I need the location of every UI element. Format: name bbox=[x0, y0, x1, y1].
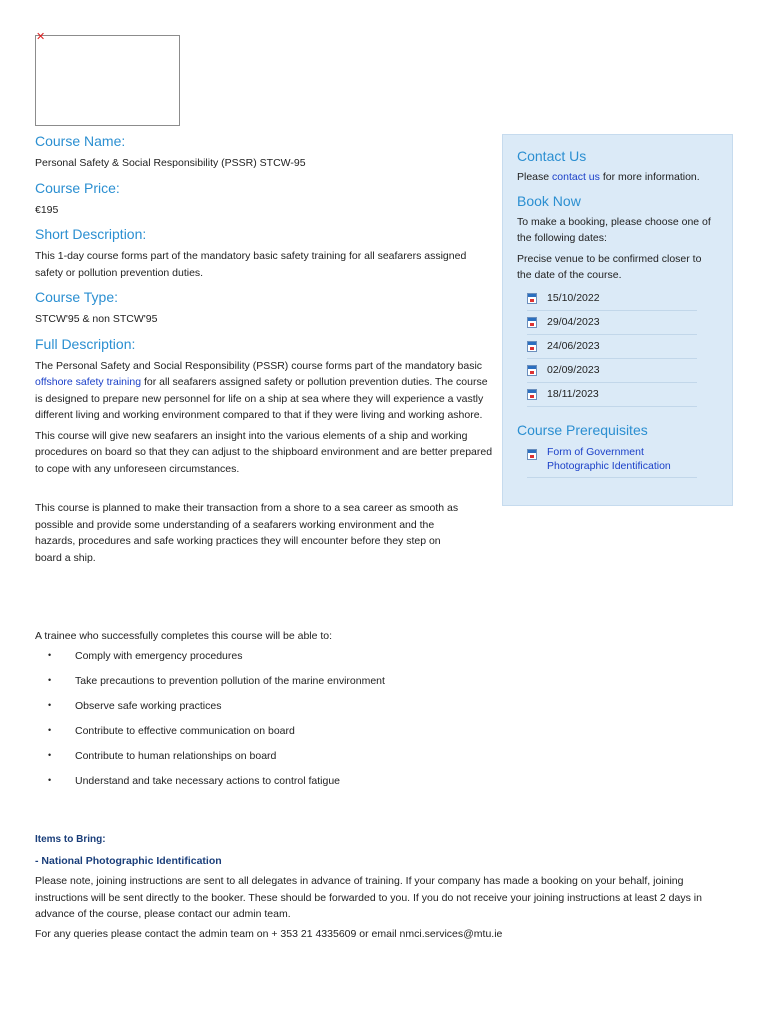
calendar-icon bbox=[527, 317, 537, 328]
course-price-value: €195 bbox=[35, 203, 59, 216]
short-description-section bbox=[35, 225, 495, 281]
full-description-paragraph-3: This course is planned to make their transaction from a shore to a sea career as smooth as possible and provide some understanding of a seafarers working environment and the hazards, procedures and safe working practices they will encounter before they step on board a ship. bbox=[35, 502, 459, 564]
course-logo-image bbox=[35, 31, 180, 126]
sidebar-panel bbox=[502, 134, 733, 506]
contact-text-start: Please bbox=[517, 171, 553, 183]
bullet-icon: • bbox=[48, 675, 52, 685]
joining-instructions-note: Please note, joining instructions are sent to all delegates in advance of training. If your company has made a booking on your behalf, joining instructions will be sent directly to the booker. These should be forwarded to you. If you do not receive your joining instructions at least 2 days in advance of the course, please contact our admin team. bbox=[35, 875, 702, 920]
bullet-icon: • bbox=[48, 775, 52, 785]
course-name-section bbox=[35, 132, 495, 172]
booking-date-item[interactable] bbox=[527, 288, 697, 311]
course-type-value: STCW'95 & non STCW'95 bbox=[35, 313, 158, 325]
course-price-section bbox=[35, 179, 495, 219]
full-description-text-start: The Personal Safety and Social Responsibility (PSSR) course forms part of the mandatory basic bbox=[35, 359, 483, 372]
course-prerequisites-heading: Course Prerequisites bbox=[517, 421, 648, 438]
booking-date-item[interactable] bbox=[527, 312, 697, 335]
booking-date-item[interactable] bbox=[527, 336, 697, 359]
contact-text-end: for more information. bbox=[599, 171, 700, 183]
contact-us-link[interactable]: contact us bbox=[552, 171, 600, 183]
prerequisite-item[interactable] bbox=[527, 443, 697, 478]
book-now-heading: Book Now bbox=[517, 192, 581, 209]
contact-us-text bbox=[517, 169, 718, 186]
booking-date-item[interactable] bbox=[527, 384, 697, 407]
calendar-icon bbox=[527, 341, 537, 352]
calendar-icon bbox=[527, 293, 537, 304]
full-description-paragraph-3-block bbox=[35, 500, 725, 566]
offshore-safety-training-link[interactable]: offshore safety training bbox=[35, 376, 142, 388]
outcome-text: Observe safe working practices bbox=[75, 700, 222, 712]
bullet-icon: • bbox=[48, 700, 52, 710]
outcome-item bbox=[48, 773, 385, 798]
booking-dates-list bbox=[517, 288, 718, 407]
prerequisite-link[interactable]: Form of Government Photographic Identification bbox=[547, 445, 671, 472]
book-now-venue-note: Precise venue to be confirmed closer to the date of the course. bbox=[517, 252, 702, 281]
admin-contact-note: For any queries please contact the admin team on + 353 21 4335609 or email nmci.services@mtu.ie bbox=[35, 927, 503, 940]
outcome-item bbox=[48, 673, 385, 698]
full-description-heading: Full Description: bbox=[35, 335, 136, 352]
document-icon bbox=[527, 449, 537, 460]
prerequisites-list bbox=[517, 443, 718, 478]
full-description-paragraph-1 bbox=[35, 358, 495, 424]
outcomes-list bbox=[48, 648, 385, 798]
booking-date-item[interactable] bbox=[527, 360, 697, 383]
course-type-heading: Course Type: bbox=[35, 289, 119, 305]
outcomes-intro: A trainee who successfully completes this course will be able to: bbox=[35, 630, 333, 642]
items-to-bring-item: - National Photographic Identification bbox=[35, 855, 222, 867]
short-description-heading: Short Description: bbox=[35, 226, 147, 242]
contact-us-heading: Contact Us bbox=[517, 148, 587, 164]
bullet-icon: • bbox=[48, 650, 52, 660]
outcome-text: Take precautions to prevention pollution of the marine environment bbox=[75, 675, 385, 687]
full-description-section bbox=[35, 335, 495, 478]
outcome-item bbox=[48, 648, 385, 673]
bullet-icon: • bbox=[48, 725, 52, 735]
outcome-text: Contribute to human relationships on board bbox=[75, 750, 277, 762]
course-type-section bbox=[35, 288, 495, 328]
booking-date[interactable]: 15/10/2022 bbox=[547, 292, 600, 305]
course-name-heading: Course Name: bbox=[35, 133, 126, 149]
book-now-instructions: To make a booking, please choose one of the following dates: bbox=[517, 215, 711, 244]
outcome-text: Comply with emergency procedures bbox=[75, 650, 243, 662]
booking-date[interactable]: 18/11/2023 bbox=[547, 388, 599, 401]
course-price-heading: Course Price: bbox=[35, 179, 120, 196]
booking-date[interactable]: 29/04/2023 bbox=[547, 316, 600, 329]
outcome-text: Contribute to effective communication on board bbox=[75, 725, 295, 737]
joining-notes bbox=[35, 873, 725, 945]
outcome-text: Understand and take necessary actions to control fatigue bbox=[75, 775, 340, 787]
course-name-value: Personal Safety & Social Responsibility (PSSR) STCW-95 bbox=[35, 157, 306, 169]
items-to-bring-heading: Items to Bring: bbox=[35, 834, 106, 845]
outcome-item bbox=[48, 723, 385, 748]
full-description-paragraph-2: This course will give new seafarers an insight into the various elements of a ship and working procedures on board so that they can adjust to the shipboard environment and are better prepared to cope with any unforeseen circumstances. bbox=[35, 429, 493, 475]
broken-image-icon: ✕ bbox=[36, 31, 46, 43]
booking-date[interactable]: 02/09/2023 bbox=[547, 364, 600, 377]
bullet-icon: • bbox=[48, 750, 52, 760]
short-description-text: This 1-day course forms part of the mandatory basic safety training for all seafarers assigned safety or pollution prevention duties. bbox=[35, 250, 467, 279]
booking-date[interactable]: 24/06/2023 bbox=[547, 340, 600, 353]
outcome-item bbox=[48, 748, 385, 773]
outcome-item bbox=[48, 698, 385, 723]
main-content bbox=[35, 132, 495, 484]
calendar-icon bbox=[527, 365, 537, 376]
full-description-text-end: for all seafarers assigned safety or pollution prevention duties. The course is designed to prepare new personnel for life on a ship at sea where they will experience a vastly different living and working environment compared to that if they were living and working ashore. bbox=[35, 376, 488, 421]
calendar-icon bbox=[527, 389, 537, 400]
